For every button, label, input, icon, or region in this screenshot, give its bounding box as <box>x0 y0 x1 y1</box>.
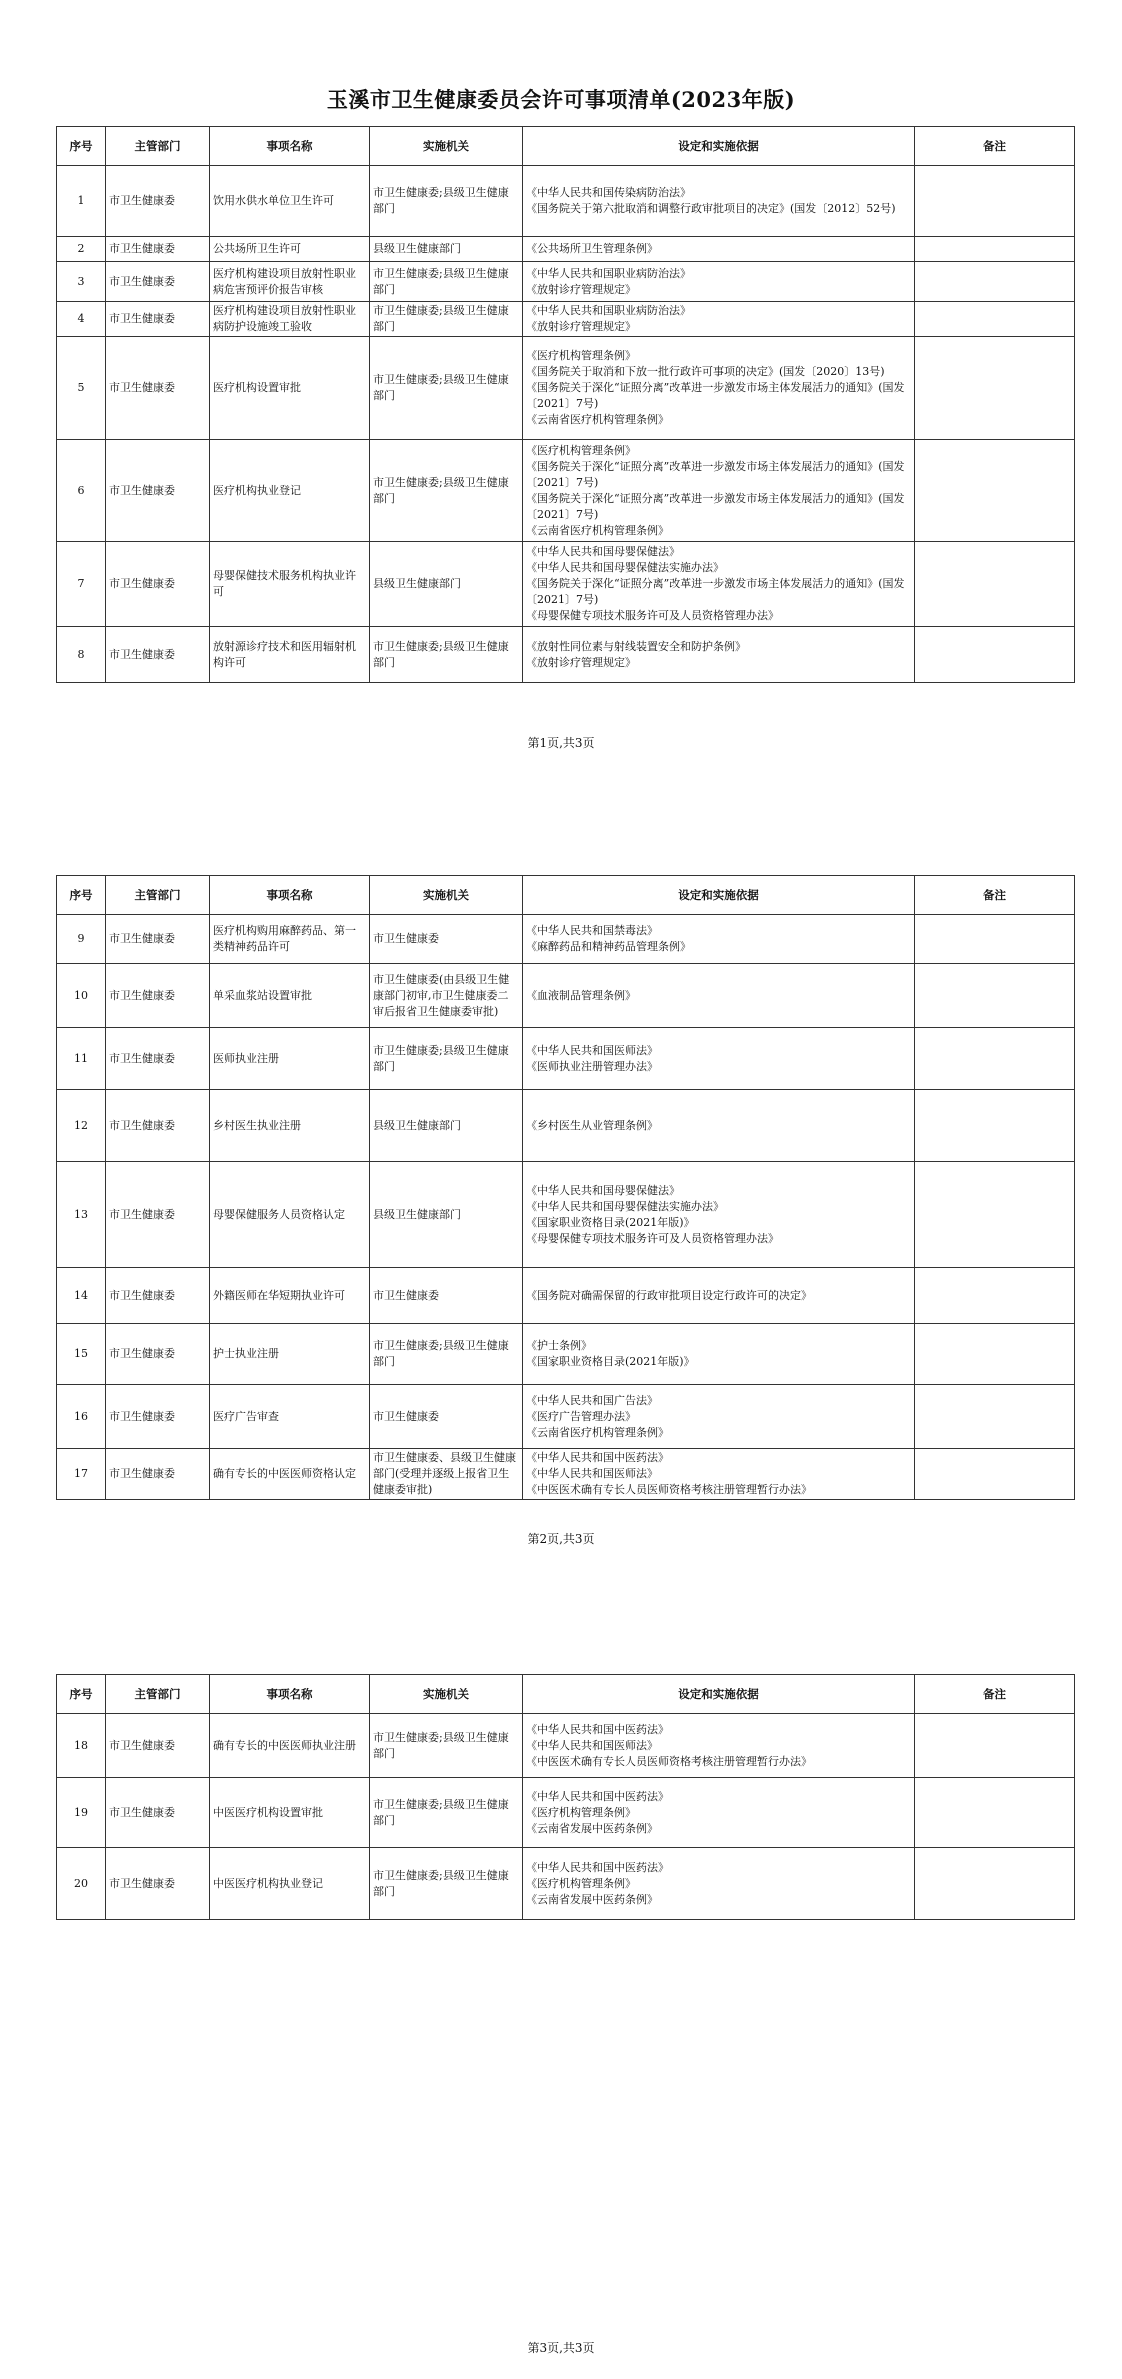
table-row <box>57 1028 1075 1090</box>
note-cell <box>915 237 1075 262</box>
agency-cell: 市卫生健康委(由县级卫生健康部门初审,市卫生健康委二审后报省卫生健康委审批) <box>370 964 523 1028</box>
row-number: 20 <box>57 1848 106 1920</box>
department-cell: 市卫生健康委 <box>106 1848 210 1920</box>
basis-line: 《麻醉药品和精神药品管理条例》 <box>526 940 691 953</box>
department-cell: 市卫生健康委 <box>106 1385 210 1449</box>
row-number: 7 <box>57 542 106 627</box>
item-name-cell: 医疗机构购用麻醉药品、第一类精神药品许可 <box>210 915 370 964</box>
basis-cell <box>523 964 915 1028</box>
basis-line: 《国家职业资格目录(2021年版)》 <box>526 1215 695 1229</box>
column-header: 事项名称 <box>210 127 370 166</box>
row-number: 5 <box>57 337 106 440</box>
item-name-cell: 中医医疗机构执业登记 <box>210 1848 370 1920</box>
row-number: 2 <box>57 237 106 262</box>
table-header-row <box>57 1675 1075 1714</box>
row-number: 15 <box>57 1324 106 1385</box>
department-cell: 市卫生健康委 <box>106 627 210 683</box>
page-title: 玉溪市卫生健康委员会许可事项清单(2023年版) <box>326 87 796 112</box>
note-cell <box>915 302 1075 337</box>
note-cell <box>915 1162 1075 1268</box>
basis-cell <box>523 237 915 262</box>
department-cell: 市卫生健康委 <box>106 262 210 302</box>
column-header: 事项名称 <box>210 1675 370 1714</box>
table-row <box>57 542 1075 627</box>
row-number: 9 <box>57 915 106 964</box>
note-cell <box>915 627 1075 683</box>
note-cell <box>915 1385 1075 1449</box>
item-name-cell: 确有专长的中医医师执业注册 <box>210 1714 370 1778</box>
note-cell <box>915 1778 1075 1848</box>
item-name-cell: 外籍医师在华短期执业许可 <box>210 1268 370 1324</box>
table-row <box>57 1848 1075 1920</box>
note-cell <box>915 542 1075 627</box>
agency-cell: 市卫生健康委;县级卫生健康部门 <box>370 1714 523 1778</box>
column-header: 设定和实施依据 <box>523 127 915 166</box>
basis-cell <box>523 166 915 237</box>
basis-line: 《中医医术确有专长人员医师资格考核注册管理暂行办法》 <box>526 1483 812 1496</box>
department-cell: 市卫生健康委 <box>106 302 210 337</box>
item-name-cell: 医疗机构建设项目放射性职业病危害预评价报告审核 <box>210 262 370 302</box>
column-header: 备注 <box>915 876 1075 915</box>
basis-cell <box>523 337 915 440</box>
basis-line: 《中华人民共和国中医药法》 <box>526 1722 669 1736</box>
department-cell: 市卫生健康委 <box>106 1324 210 1385</box>
agency-cell: 市卫生健康委;县级卫生健康部门 <box>370 627 523 683</box>
table-row <box>57 1162 1075 1268</box>
department-cell: 市卫生健康委 <box>106 542 210 627</box>
table-row <box>57 915 1075 964</box>
column-header: 实施机关 <box>370 127 523 166</box>
item-name-cell: 母婴保健服务人员资格认定 <box>210 1162 370 1268</box>
basis-line: 《云南省医疗机构管理条例》 <box>526 1425 669 1439</box>
agency-cell: 市卫生健康委 <box>370 1268 523 1324</box>
basis-line: 《医疗机构管理条例》 <box>526 349 636 362</box>
column-header: 备注 <box>915 127 1075 166</box>
note-cell <box>915 915 1075 964</box>
department-cell: 市卫生健康委 <box>106 915 210 964</box>
column-header: 主管部门 <box>106 1675 210 1714</box>
agency-cell: 县级卫生健康部门 <box>370 1162 523 1268</box>
basis-line: 《中华人民共和国传染病防治法》 <box>526 186 691 199</box>
note-cell <box>915 1848 1075 1920</box>
department-cell: 市卫生健康委 <box>106 1449 210 1500</box>
item-name-cell: 单采血浆站设置审批 <box>210 964 370 1028</box>
column-header: 序号 <box>57 876 106 915</box>
item-name-cell: 乡村医生执业注册 <box>210 1090 370 1162</box>
item-name-cell: 放射源诊疗技术和医用辐射机构许可 <box>210 627 370 683</box>
note-cell <box>915 1714 1075 1778</box>
basis-line: 《医师执业注册管理办法》 <box>526 1059 658 1073</box>
basis-line: 《云南省医疗机构管理条例》 <box>526 523 669 537</box>
agency-cell: 市卫生健康委 <box>370 1385 523 1449</box>
table-row <box>57 627 1075 683</box>
row-number: 1 <box>57 166 106 237</box>
basis-line: 《中华人民共和国中医药法》 <box>526 1860 669 1874</box>
page-footer-3: 第3页,共3页 <box>527 2341 595 2355</box>
basis-line: 《中华人民共和国职业病防治法》 <box>526 304 691 317</box>
note-cell <box>915 1090 1075 1162</box>
agency-cell: 县级卫生健康部门 <box>370 237 523 262</box>
basis-cell <box>523 1714 915 1778</box>
note-cell <box>915 440 1075 542</box>
basis-line: 《中医医术确有专长人员医师资格考核注册管理暂行办法》 <box>526 1754 812 1768</box>
basis-line: 《国务院关于深化“证照分离”改革进一步激发市场主体发展活力的通知》(国发〔2021〕7号) <box>526 577 905 606</box>
basis-line: 《国务院关于深化“证照分离”改革进一步激发市场主体发展活力的通知》(国发〔2021〕7号) <box>526 491 905 521</box>
item-name-cell: 医疗机构执业登记 <box>210 440 370 542</box>
item-name-cell: 护士执业注册 <box>210 1324 370 1385</box>
column-header: 主管部门 <box>106 127 210 166</box>
column-header: 序号 <box>57 127 106 166</box>
basis-cell <box>523 627 915 683</box>
row-number: 8 <box>57 627 106 683</box>
basis-cell <box>523 1162 915 1268</box>
department-cell: 市卫生健康委 <box>106 1028 210 1090</box>
agency-cell: 市卫生健康委;县级卫生健康部门 <box>370 1848 523 1920</box>
table-row <box>57 1449 1075 1500</box>
page-footer-1: 第1页,共3页 <box>527 736 595 750</box>
basis-line: 《中华人民共和国禁毒法》 <box>526 924 658 937</box>
item-name-cell: 医疗机构设置审批 <box>210 337 370 440</box>
basis-line: 《中华人民共和国母婴保健法实施办法》 <box>526 1199 724 1213</box>
basis-line: 《乡村医生从业管理条例》 <box>526 1118 658 1132</box>
basis-line: 《国务院关于取消和下放一批行政许可事项的决定》(国发〔2020〕13号) <box>526 365 885 378</box>
basis-line: 《云南省发展中医药条例》 <box>526 1821 658 1835</box>
basis-line: 《医疗机构管理条例》 <box>526 1805 636 1819</box>
basis-cell <box>523 262 915 302</box>
table-row <box>57 1324 1075 1385</box>
table-row <box>57 337 1075 440</box>
basis-line: 《国务院关于第六批取消和调整行政审批项目的决定》(国发〔2012〕52号) <box>526 202 896 215</box>
department-cell: 市卫生健康委 <box>106 1714 210 1778</box>
basis-line: 《中华人民共和国母婴保健法实施办法》 <box>526 561 724 574</box>
note-cell <box>915 166 1075 237</box>
basis-line: 《云南省发展中医药条例》 <box>526 1892 658 1906</box>
department-cell: 市卫生健康委 <box>106 1162 210 1268</box>
table-header-row <box>57 127 1075 166</box>
note-cell <box>915 1449 1075 1500</box>
department-cell: 市卫生健康委 <box>106 337 210 440</box>
table-row <box>57 1090 1075 1162</box>
item-name-cell: 医疗广告审查 <box>210 1385 370 1449</box>
note-cell <box>915 262 1075 302</box>
agency-cell: 市卫生健康委、县级卫生健康部门(受理并逐级上报省卫生健康委审批) <box>370 1449 523 1500</box>
table-row <box>57 440 1075 542</box>
table-row <box>57 237 1075 262</box>
basis-cell <box>523 1268 915 1324</box>
basis-line: 《放射诊疗管理规定》 <box>526 320 636 333</box>
row-number: 3 <box>57 262 106 302</box>
basis-line: 《医疗机构管理条例》 <box>526 1876 636 1890</box>
basis-cell <box>523 1324 915 1385</box>
item-name-cell: 确有专长的中医医师资格认定 <box>210 1449 370 1500</box>
note-cell <box>915 964 1075 1028</box>
agency-cell: 市卫生健康委;县级卫生健康部门 <box>370 1778 523 1848</box>
column-header: 设定和实施依据 <box>523 876 915 915</box>
column-header: 实施机关 <box>370 1675 523 1714</box>
agency-cell: 市卫生健康委;县级卫生健康部门 <box>370 302 523 337</box>
agency-cell: 市卫生健康委;县级卫生健康部门 <box>370 1324 523 1385</box>
table-row <box>57 302 1075 337</box>
basis-cell <box>523 915 915 964</box>
note-cell <box>915 337 1075 440</box>
column-header: 序号 <box>57 1675 106 1714</box>
item-name-cell: 医疗机构建设项目放射性职业病防护设施竣工验收 <box>210 302 370 337</box>
row-number: 10 <box>57 964 106 1028</box>
basis-cell <box>523 542 915 627</box>
basis-line: 《中华人民共和国母婴保健法》 <box>526 545 680 558</box>
basis-line: 《云南省医疗机构管理条例》 <box>526 413 669 426</box>
basis-cell <box>523 302 915 337</box>
row-number: 6 <box>57 440 106 542</box>
basis-line: 《国务院关于深化“证照分离”改革进一步激发市场主体发展活力的通知》(国发〔2021〕7号) <box>526 381 905 410</box>
item-name-cell: 饮用水供水单位卫生许可 <box>210 166 370 237</box>
basis-line: 《医疗机构管理条例》 <box>526 443 636 457</box>
column-header: 主管部门 <box>106 876 210 915</box>
basis-cell <box>523 1848 915 1920</box>
note-cell <box>915 1028 1075 1090</box>
basis-line: 《中华人民共和国医师法》 <box>526 1043 658 1057</box>
column-header: 设定和实施依据 <box>523 1675 915 1714</box>
basis-line: 《护士条例》 <box>526 1339 592 1352</box>
basis-cell <box>523 440 915 542</box>
note-cell <box>915 1324 1075 1385</box>
row-number: 18 <box>57 1714 106 1778</box>
table-row <box>57 1714 1075 1778</box>
table-header-row <box>57 876 1075 915</box>
basis-cell <box>523 1449 915 1500</box>
agency-cell: 市卫生健康委;县级卫生健康部门 <box>370 262 523 302</box>
basis-line: 《医疗广告管理办法》 <box>526 1409 636 1423</box>
table-row <box>57 1385 1075 1449</box>
department-cell: 市卫生健康委 <box>106 1778 210 1848</box>
row-number: 12 <box>57 1090 106 1162</box>
permit-table-page-3 <box>56 1674 1075 1920</box>
column-header: 备注 <box>915 1675 1075 1714</box>
department-cell: 市卫生健康委 <box>106 166 210 237</box>
basis-line: 《母婴保健专项技术服务许可及人员资格管理办法》 <box>526 1231 779 1245</box>
table-row <box>57 964 1075 1028</box>
page-footer-2: 第2页,共3页 <box>527 1532 595 1546</box>
row-number: 17 <box>57 1449 106 1500</box>
basis-cell <box>523 1385 915 1449</box>
item-name-cell: 中医医疗机构设置审批 <box>210 1778 370 1848</box>
basis-line: 《母婴保健专项技术服务许可及人员资格管理办法》 <box>526 609 779 622</box>
row-number: 4 <box>57 302 106 337</box>
basis-cell <box>523 1778 915 1848</box>
basis-line: 《公共场所卫生管理条例》 <box>526 242 658 255</box>
basis-line: 《血液制品管理条例》 <box>526 988 636 1002</box>
department-cell: 市卫生健康委 <box>106 440 210 542</box>
department-cell: 市卫生健康委 <box>106 1090 210 1162</box>
basis-line: 《放射诊疗管理规定》 <box>526 282 636 296</box>
row-number: 14 <box>57 1268 106 1324</box>
basis-line: 《放射诊疗管理规定》 <box>526 655 636 669</box>
row-number: 13 <box>57 1162 106 1268</box>
basis-line: 《中华人民共和国广告法》 <box>526 1393 658 1407</box>
agency-cell: 市卫生健康委;县级卫生健康部门 <box>370 1028 523 1090</box>
basis-line: 《国务院对确需保留的行政审批项目设定行政许可的决定》 <box>526 1288 812 1302</box>
column-header: 事项名称 <box>210 876 370 915</box>
basis-line: 《国家职业资格目录(2021年版)》 <box>526 1355 695 1368</box>
agency-cell: 市卫生健康委;县级卫生健康部门 <box>370 166 523 237</box>
basis-line: 《中华人民共和国职业病防治法》 <box>526 266 691 280</box>
item-name-cell: 母婴保健技术服务机构执业许可 <box>210 542 370 627</box>
basis-line: 《中华人民共和国中医药法》 <box>526 1789 669 1803</box>
table-row <box>57 262 1075 302</box>
table-row <box>57 1268 1075 1324</box>
agency-cell: 市卫生健康委;县级卫生健康部门 <box>370 337 523 440</box>
basis-cell <box>523 1028 915 1090</box>
row-number: 11 <box>57 1028 106 1090</box>
column-header: 实施机关 <box>370 876 523 915</box>
basis-line: 《中华人民共和国母婴保健法》 <box>526 1183 680 1197</box>
agency-cell: 市卫生健康委 <box>370 915 523 964</box>
row-number: 19 <box>57 1778 106 1848</box>
basis-cell <box>523 1090 915 1162</box>
agency-cell: 市卫生健康委;县级卫生健康部门 <box>370 440 523 542</box>
department-cell: 市卫生健康委 <box>106 1268 210 1324</box>
department-cell: 市卫生健康委 <box>106 237 210 262</box>
department-cell: 市卫生健康委 <box>106 964 210 1028</box>
row-number: 16 <box>57 1385 106 1449</box>
table-row <box>57 1778 1075 1848</box>
basis-line: 《中华人民共和国医师法》 <box>526 1467 658 1480</box>
basis-line: 《中华人民共和国医师法》 <box>526 1738 658 1752</box>
basis-line: 《国务院关于深化“证照分离”改革进一步激发市场主体发展活力的通知》(国发〔2021〕7号) <box>526 459 905 489</box>
item-name-cell: 公共场所卫生许可 <box>210 237 370 262</box>
permit-table-page-1 <box>56 126 1075 683</box>
agency-cell: 县级卫生健康部门 <box>370 1090 523 1162</box>
table-row <box>57 166 1075 237</box>
permit-table-page-2 <box>56 875 1075 1500</box>
note-cell <box>915 1268 1075 1324</box>
item-name-cell: 医师执业注册 <box>210 1028 370 1090</box>
basis-line: 《中华人民共和国中医药法》 <box>526 1451 669 1464</box>
agency-cell: 县级卫生健康部门 <box>370 542 523 627</box>
basis-line: 《放射性同位素与射线装置安全和防护条例》 <box>526 639 746 653</box>
